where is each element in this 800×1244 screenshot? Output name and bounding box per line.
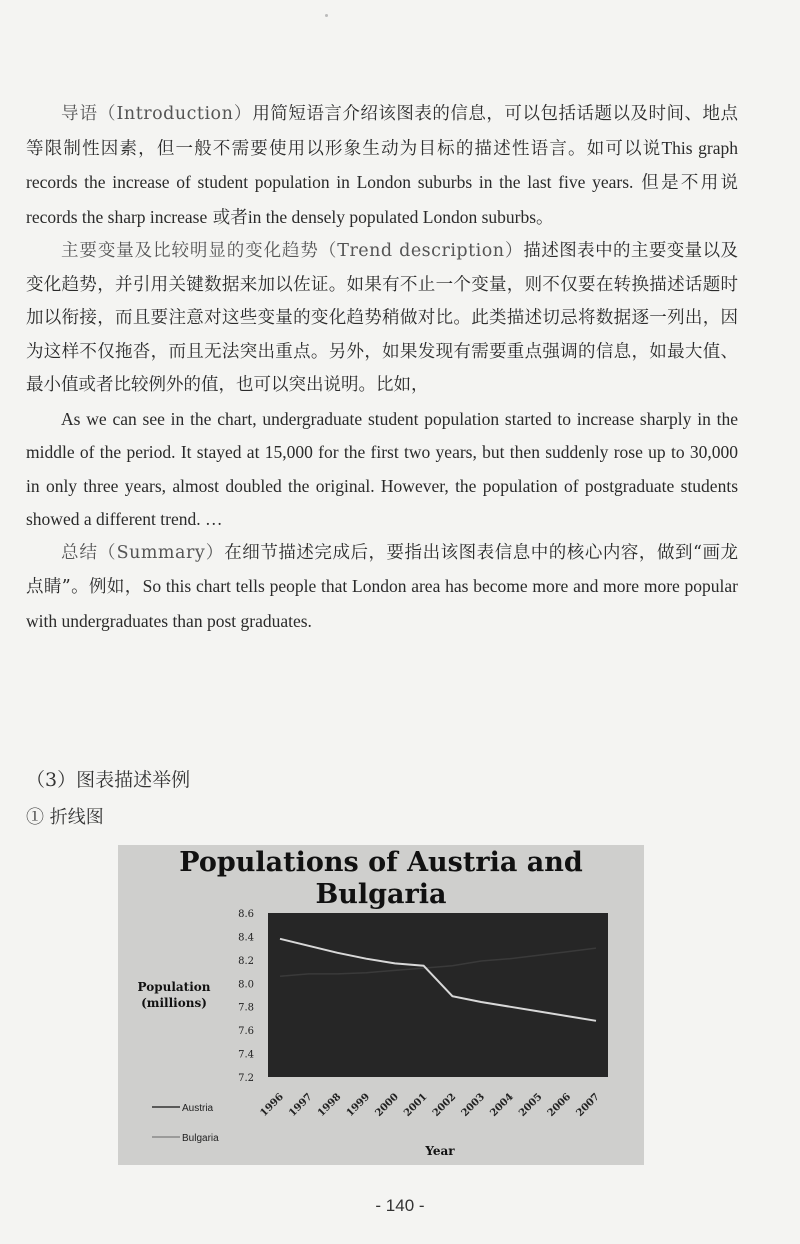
x-tick-label: 2002: [430, 1091, 459, 1119]
x-tick-label: 2007: [574, 1091, 602, 1119]
x-tick-label: 1996: [258, 1091, 286, 1119]
summary-paragraph: [26, 537, 738, 640]
y-tick-label: 8.4: [238, 932, 254, 944]
x-tick-label: 2001: [402, 1091, 430, 1119]
y-tick-label: 7.8: [238, 1002, 254, 1014]
line-chart: [118, 845, 644, 1165]
legend-bulgaria: Bulgaria: [182, 1133, 219, 1144]
intro-bad-1: records the sharp increase: [26, 206, 208, 227]
trend-heading: 主要变量及比较明显的变化趋势（Trend description）: [61, 241, 524, 261]
y-tick-label: 8.2: [238, 955, 254, 967]
intro-paragraph: [26, 98, 738, 235]
y-tick-label: 7.6: [238, 1026, 254, 1038]
plot-area: [268, 913, 608, 1077]
x-tick-label: 2006: [545, 1091, 574, 1119]
intro-bad-2: in the densely populated London suburbs: [247, 206, 537, 227]
scan-speck: [325, 14, 328, 17]
x-tick-label: 1997: [287, 1091, 315, 1119]
x-tick-label: 2003: [459, 1091, 488, 1119]
trend-text: 描述图表中的主要变量以及变化趋势，并引用关键数据来加以佐证。如果有不止一个变量，则不仅要在转换描述话题时加以衔接，而且要注意对这些变量的变化趋势稍做对比。此类描述切忌将数据逐一列出，因为这样不仅拖沓，而且无法突出重点。另外，如果发现有需要重点强调的信息，如最大值、最小值或者比较例外的值，也可以突出说明。比如，: [26, 241, 739, 395]
x-tick-label: 1998: [315, 1091, 344, 1119]
x-tick-label: 2000: [373, 1091, 401, 1119]
section-title: （3）图表描述举例: [26, 769, 191, 791]
y-tick-label: 8.0: [238, 979, 254, 991]
y-tick-label: 7.4: [238, 1049, 254, 1061]
y-tick-label: 7.2: [238, 1073, 254, 1084]
body-text: [26, 98, 738, 639]
x-tick-label: 1999: [344, 1091, 373, 1119]
intro-example: This graph records the increase of student population in London suburbs in the last five years.: [26, 137, 738, 192]
sub-title: ① 折线图: [26, 807, 104, 828]
page-number: - 140 -: [375, 1196, 425, 1215]
intro-or: 或者: [207, 207, 248, 228]
legend-austria: Austria: [182, 1103, 214, 1114]
y-axis-label-1: Population: [137, 980, 211, 994]
legend: [152, 1103, 219, 1144]
summary-example: So this chart tells people that London area has become more and more more popular with undergraduates than post graduates.: [26, 576, 739, 631]
summary-text: 在细节描述完成后，要指出该图表信息中的核心内容，做到“画龙点睛”。例如，: [26, 542, 738, 597]
chart-title-line1: Populations of Austria and: [179, 847, 583, 878]
x-axis-label: Year: [425, 1144, 455, 1158]
summary-heading: 总结（Summary）: [61, 542, 225, 563]
intro-text: 用简短语言介绍该图表的信息，可以包括话题以及时间、地点等限制性因素，但一般不需要使用以形象生动为目标的描述性语言。如可以说: [26, 104, 739, 159]
trend-paragraph: [26, 235, 738, 403]
y-axis-label-2: (millions): [141, 996, 207, 1010]
y-tick-label: 8.6: [238, 909, 254, 920]
example-paragraph: As we can see in the chart, undergraduate student population started to increase sharply in the middle of the period. It stayed at 15,000 for the first two years, but then suddenly rose up to 30,000 in only three years, almost doubled the original. However, the population of postgraduate students showed a different trend. …: [26, 408, 738, 529]
chart-svg: [118, 845, 644, 1165]
intro-end: 。: [536, 207, 554, 228]
intro-but: 但是不用说: [633, 173, 739, 193]
x-tick-label: 2005: [517, 1091, 545, 1119]
chart-title-line2: Bulgaria: [315, 879, 447, 910]
intro-heading: 导语（Introduction）: [61, 104, 253, 124]
x-tick-label: 2004: [488, 1091, 516, 1119]
